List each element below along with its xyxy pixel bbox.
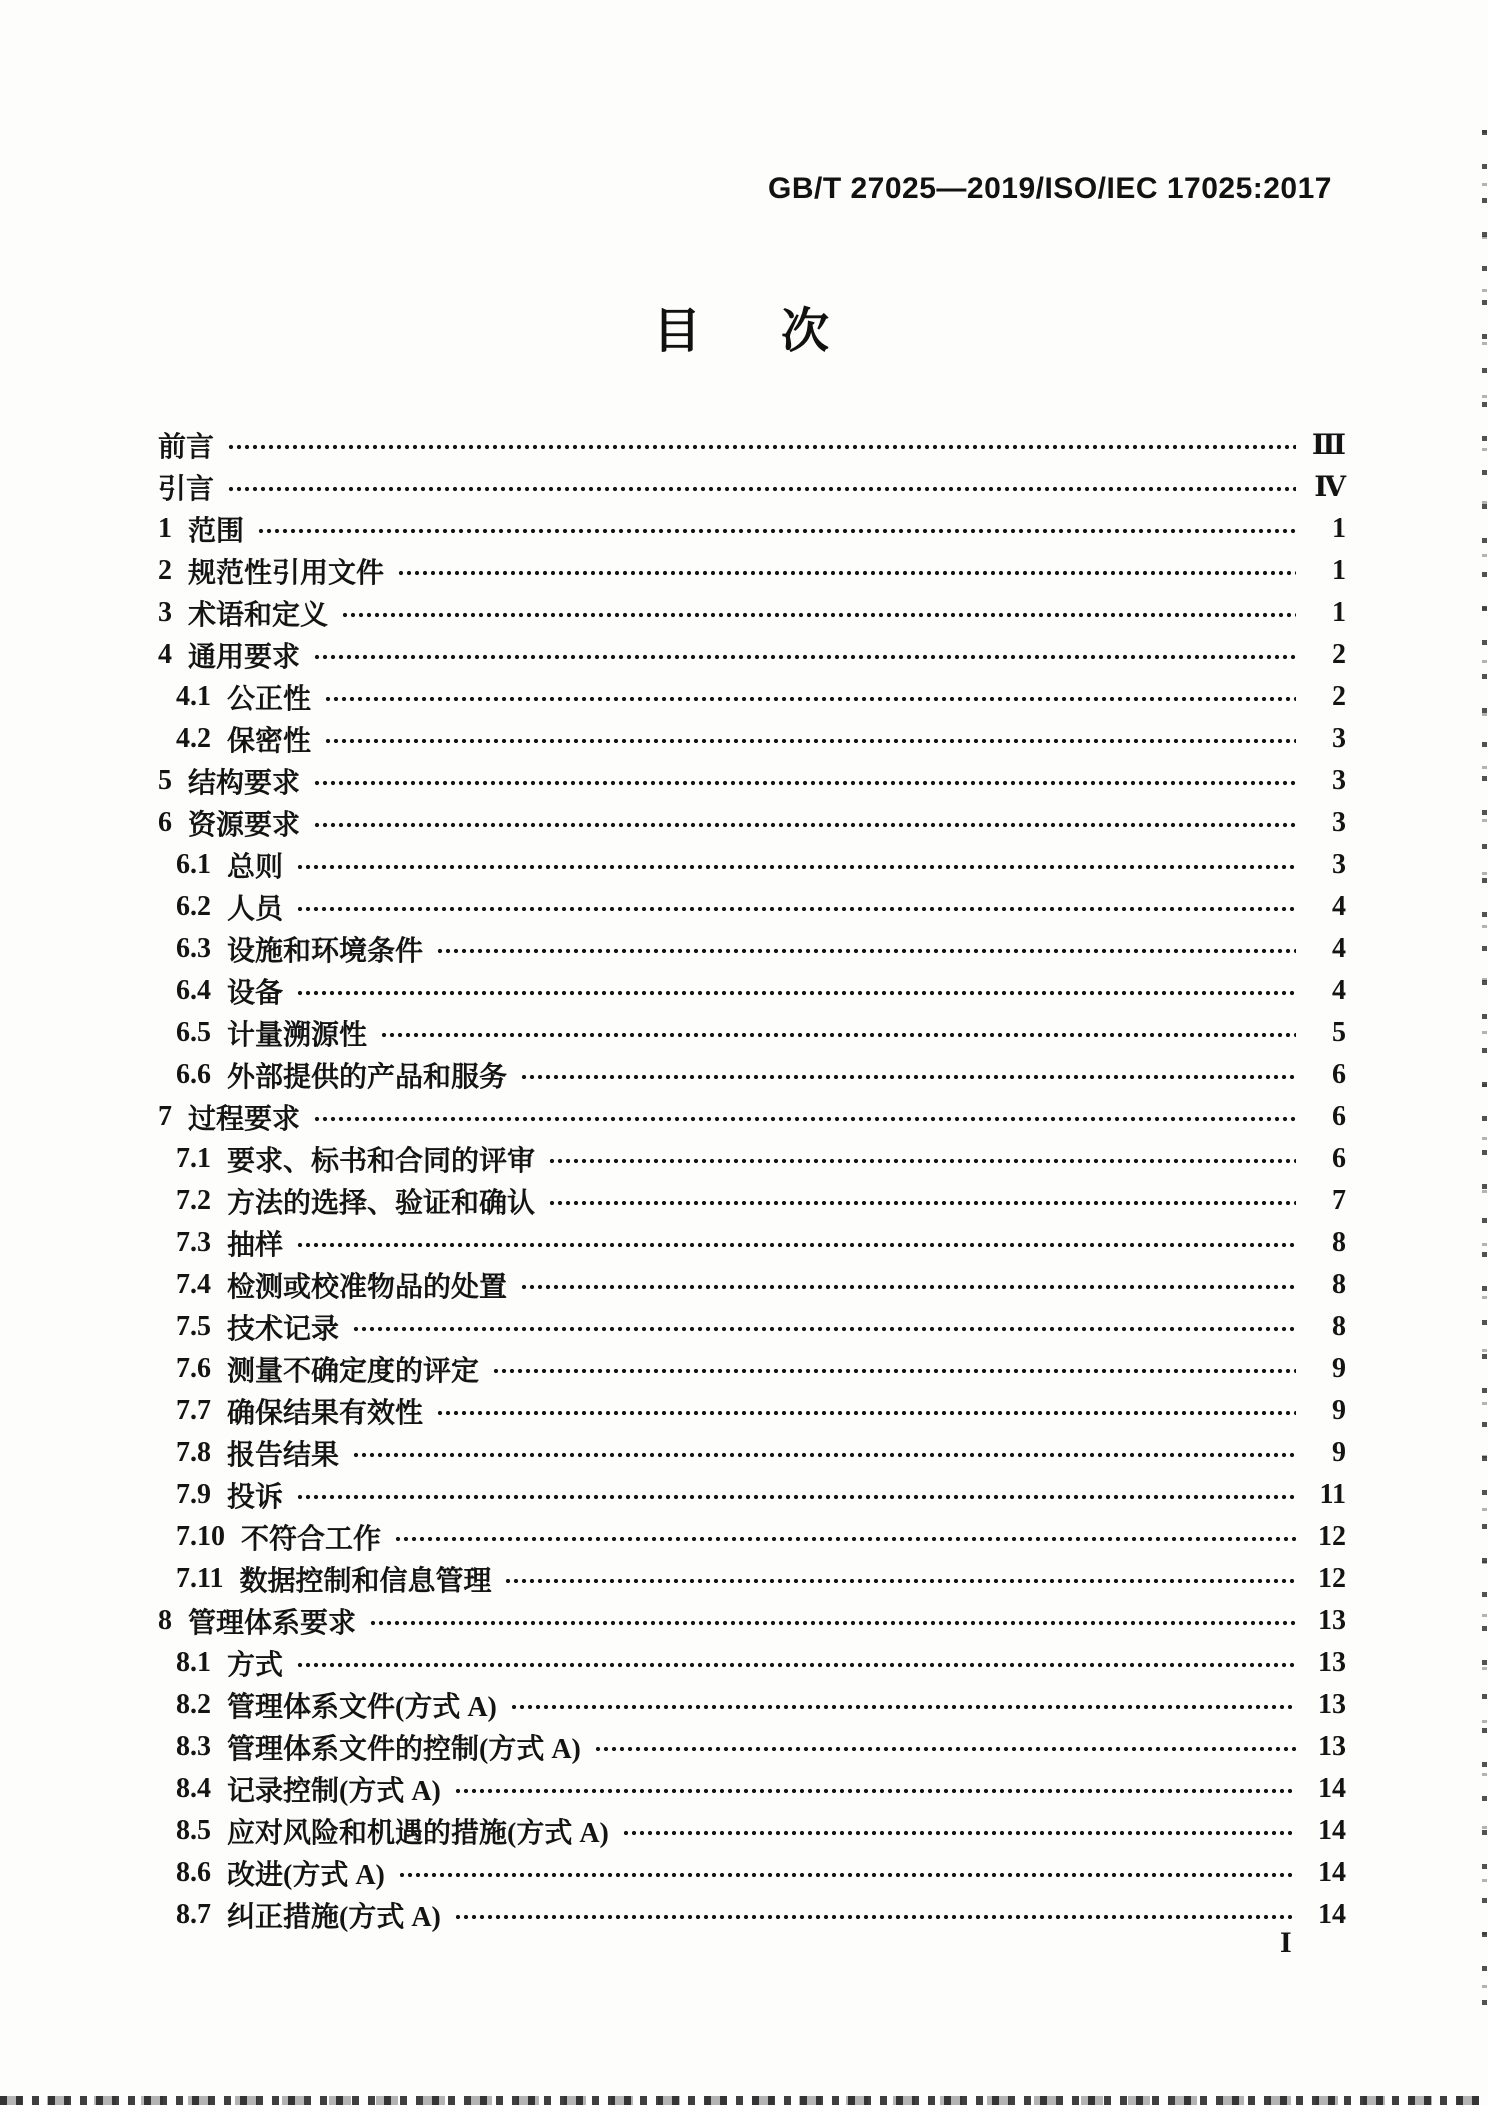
toc-entry-label: 数据控制和信息管理	[239, 1566, 492, 1597]
toc-entry	[158, 1558, 1346, 1600]
dot-leader	[297, 862, 1296, 874]
dot-leader	[297, 1660, 1296, 1672]
dot-leader	[353, 1450, 1296, 1462]
toc-entry-number: 7.2	[176, 1185, 211, 1216]
toc-entry-number: 8.2	[176, 1689, 211, 1720]
toc-entry-page: 1	[1332, 513, 1346, 544]
dot-leader	[455, 1912, 1296, 1924]
toc-entry-number: 8.7	[176, 1899, 211, 1930]
toc-entry-page: 2	[1332, 681, 1346, 712]
toc-entry	[158, 1180, 1346, 1222]
dot-leader	[314, 1114, 1296, 1126]
toc-entry-label: 结构要求	[188, 768, 301, 799]
toc-entry-number: 3	[158, 597, 172, 628]
dot-leader	[325, 694, 1296, 706]
dot-leader	[395, 1534, 1296, 1546]
toc-entry-label: 总则	[227, 852, 284, 883]
toc-entry-number: 7.1	[176, 1143, 211, 1174]
toc-entry	[158, 466, 1346, 508]
dot-leader	[399, 1870, 1296, 1882]
toc-entry-label: 投诉	[227, 1482, 284, 1513]
toc-entry-number: 6.5	[176, 1017, 211, 1048]
toc-entry	[158, 1306, 1346, 1348]
toc-entry-page: 1	[1332, 597, 1346, 628]
toc-entry	[158, 634, 1346, 676]
toc-entry-number: 8	[158, 1605, 172, 1636]
toc-entry-number: 4.2	[176, 723, 211, 754]
toc-entry-number: 4	[158, 639, 172, 670]
toc-entry-label: 术语和定义	[188, 600, 329, 631]
toc-entry-number: 2	[158, 555, 172, 586]
dot-leader	[342, 610, 1296, 622]
toc-entry	[158, 1684, 1346, 1726]
dot-leader	[325, 736, 1296, 748]
dot-leader	[549, 1156, 1296, 1168]
toc-entry-number: 4.1	[176, 681, 211, 712]
toc-entry-page: 13	[1318, 1731, 1346, 1762]
toc-entry-page: 1	[1332, 555, 1346, 586]
dot-leader	[297, 1240, 1296, 1252]
toc-entry-label: 设施和环境条件	[227, 936, 424, 967]
footer-page-number: I	[1280, 1926, 1292, 1959]
dot-leader	[398, 568, 1296, 580]
toc-entry-number: 6.4	[176, 975, 211, 1006]
toc-entry	[158, 844, 1346, 886]
toc-entry-label: 方法的选择、验证和确认	[227, 1188, 536, 1219]
toc-entry-number: 7.7	[176, 1395, 211, 1426]
toc-entry-label: 计量溯源性	[227, 1020, 368, 1051]
toc-entry	[158, 970, 1346, 1012]
toc-entry-label: 通用要求	[188, 642, 301, 673]
toc-entry-page: 8	[1332, 1269, 1346, 1300]
toc-entry-label: 纠正措施(方式 A)	[227, 1902, 441, 1933]
dot-leader	[595, 1744, 1296, 1756]
toc-entry-page: 3	[1332, 765, 1346, 796]
toc-entry	[158, 1474, 1346, 1516]
toc-entry	[158, 760, 1346, 802]
toc-entry	[158, 676, 1346, 718]
toc-entry	[158, 424, 1346, 466]
dot-leader	[370, 1618, 1296, 1630]
toc-entry-page: 11	[1319, 1479, 1346, 1510]
toc-entry-number: 1	[158, 513, 172, 544]
toc-entry-page: 9	[1332, 1437, 1346, 1468]
dot-leader	[437, 946, 1296, 958]
dot-leader	[505, 1576, 1296, 1588]
toc-entry-page: Ⅲ	[1311, 430, 1346, 461]
toc-entry-page: 8	[1332, 1227, 1346, 1258]
toc-entry-page: 4	[1332, 933, 1346, 964]
toc-entry-page: 5	[1332, 1017, 1346, 1048]
toc-entry	[158, 1726, 1346, 1768]
toc-entry	[158, 1768, 1346, 1810]
toc-entry-page: 6	[1332, 1101, 1346, 1132]
scan-edge-artifact-right	[1482, 130, 1487, 2010]
toc-entry-number: 6	[158, 807, 172, 838]
toc-entry-label: 测量不确定度的评定	[227, 1356, 480, 1387]
toc-entry-label: 技术记录	[227, 1314, 340, 1345]
toc-entry-page: 13	[1318, 1689, 1346, 1720]
toc-entry-number: 7.9	[176, 1479, 211, 1510]
toc-entry-label: 外部提供的产品和服务	[227, 1062, 508, 1093]
dot-leader	[258, 526, 1296, 538]
toc-entry	[158, 1222, 1346, 1264]
toc-entry	[158, 718, 1346, 760]
toc-entry-number: 6.2	[176, 891, 211, 922]
toc-entry-label: 引言	[158, 474, 215, 505]
toc-entry-label: 检测或校准物品的处置	[227, 1272, 508, 1303]
toc-entry-number: 7.3	[176, 1227, 211, 1258]
toc-entry-label: 改进(方式 A)	[227, 1860, 385, 1891]
toc-entry	[158, 1894, 1346, 1936]
dot-leader	[228, 442, 1296, 454]
toc-entry-number: 6.3	[176, 933, 211, 964]
dot-leader	[297, 904, 1296, 916]
toc-entry-number: 7.10	[176, 1521, 225, 1552]
toc-entry	[158, 1642, 1346, 1684]
toc-entry	[158, 1432, 1346, 1474]
toc-entry-page: 8	[1332, 1311, 1346, 1342]
toc-entry-page: 14	[1318, 1857, 1346, 1888]
toc-entry-page: 6	[1332, 1143, 1346, 1174]
toc-entry-label: 公正性	[227, 684, 312, 715]
toc-entry-number: 5	[158, 765, 172, 796]
toc-entry-page: 7	[1332, 1185, 1346, 1216]
toc-entry	[158, 1852, 1346, 1894]
dot-leader	[511, 1702, 1296, 1714]
dot-leader	[455, 1786, 1296, 1798]
toc-entry-page: 13	[1318, 1605, 1346, 1636]
toc-entry	[158, 1138, 1346, 1180]
toc-entry-label: 资源要求	[188, 810, 301, 841]
toc-entry-number: 7.5	[176, 1311, 211, 1342]
toc-entry-number: 8.6	[176, 1857, 211, 1888]
toc-entry-number: 6.1	[176, 849, 211, 880]
scan-edge-artifact-bottom	[0, 2096, 1488, 2105]
toc-entry-page: 4	[1332, 891, 1346, 922]
dot-leader	[314, 820, 1296, 832]
toc-entry-page: 3	[1332, 807, 1346, 838]
toc-entry-number: 7.4	[176, 1269, 211, 1300]
toc-entry-number: 7.11	[176, 1563, 224, 1594]
dot-leader	[353, 1324, 1296, 1336]
toc-entry-number: 7.6	[176, 1353, 211, 1384]
dot-leader	[381, 1030, 1296, 1042]
toc-entry	[158, 1012, 1346, 1054]
toc-entry-label: 不符合工作	[241, 1524, 382, 1555]
toc-entry-label: 记录控制(方式 A)	[227, 1776, 441, 1807]
toc-entry-label: 设备	[227, 978, 284, 1009]
toc-entry-page: 6	[1332, 1059, 1346, 1090]
dot-leader	[521, 1282, 1296, 1294]
toc-entry	[158, 1348, 1346, 1390]
dot-leader	[314, 652, 1296, 664]
toc-entry-page: 14	[1318, 1773, 1346, 1804]
toc-entry-label: 管理体系文件的控制(方式 A)	[227, 1734, 581, 1765]
dot-leader	[623, 1828, 1296, 1840]
toc-entry-label: 前言	[158, 432, 215, 463]
dot-leader	[521, 1072, 1296, 1084]
toc-entry	[158, 802, 1346, 844]
toc-entry-number: 7.8	[176, 1437, 211, 1468]
toc-entry-label: 要求、标书和合同的评审	[227, 1146, 536, 1177]
toc-entry-label: 管理体系文件(方式 A)	[227, 1692, 497, 1723]
toc-entry-page: 3	[1332, 723, 1346, 754]
toc-entry	[158, 1516, 1346, 1558]
toc-entry	[158, 550, 1346, 592]
toc-entry-number: 8.3	[176, 1731, 211, 1762]
dot-leader	[437, 1408, 1296, 1420]
dot-leader	[549, 1198, 1296, 1210]
toc-entry-label: 人员	[227, 894, 284, 925]
toc-entry-label: 方式	[227, 1650, 284, 1681]
toc-entry	[158, 928, 1346, 970]
dot-leader	[297, 988, 1296, 1000]
standard-code-header: GB/T 27025—2019/ISO/IEC 17025:2017	[767, 172, 1332, 205]
toc-entry-label: 规范性引用文件	[188, 558, 385, 589]
toc-entry-page: 9	[1332, 1353, 1346, 1384]
dot-leader	[314, 778, 1296, 790]
toc-entry-number: 7	[158, 1101, 172, 1132]
toc-entry	[158, 1264, 1346, 1306]
toc-entry-page: 14	[1318, 1899, 1346, 1930]
toc-entry-page: Ⅳ	[1314, 472, 1346, 503]
toc-entry-label: 确保结果有效性	[227, 1398, 424, 1429]
toc-entry-label: 过程要求	[188, 1104, 301, 1135]
toc-entry	[158, 508, 1346, 550]
dot-leader	[228, 484, 1296, 496]
dot-leader	[493, 1366, 1296, 1378]
toc-entry	[158, 1600, 1346, 1642]
toc-entry-page: 3	[1332, 849, 1346, 880]
toc-entry-label: 报告结果	[227, 1440, 340, 1471]
toc-entry	[158, 1054, 1346, 1096]
toc-entry-number: 8.4	[176, 1773, 211, 1804]
toc-entry-label: 保密性	[227, 726, 312, 757]
toc-entry-label: 应对风险和机遇的措施(方式 A)	[227, 1818, 609, 1849]
toc-entry	[158, 886, 1346, 928]
toc-entry	[158, 1390, 1346, 1432]
toc-entry-label: 抽样	[227, 1230, 284, 1261]
toc-entry	[158, 1096, 1346, 1138]
toc-entry-page: 12	[1318, 1521, 1346, 1552]
toc-entry-label: 管理体系要求	[188, 1608, 357, 1639]
toc-entry-number: 8.1	[176, 1647, 211, 1678]
toc-list	[158, 424, 1346, 1936]
toc-entry-number: 8.5	[176, 1815, 211, 1846]
toc-entry-page: 2	[1332, 639, 1346, 670]
toc-entry-page: 14	[1318, 1815, 1346, 1846]
toc-entry-page: 13	[1318, 1647, 1346, 1678]
toc-entry-number: 6.6	[176, 1059, 211, 1090]
toc-entry-page: 12	[1318, 1563, 1346, 1594]
toc-entry-page: 9	[1332, 1395, 1346, 1426]
dot-leader	[297, 1492, 1296, 1504]
toc-entry-page: 4	[1332, 975, 1346, 1006]
toc-entry	[158, 1810, 1346, 1852]
toc-entry	[158, 592, 1346, 634]
toc-entry-label: 范围	[188, 516, 245, 547]
page-title: 目 次	[652, 305, 835, 358]
